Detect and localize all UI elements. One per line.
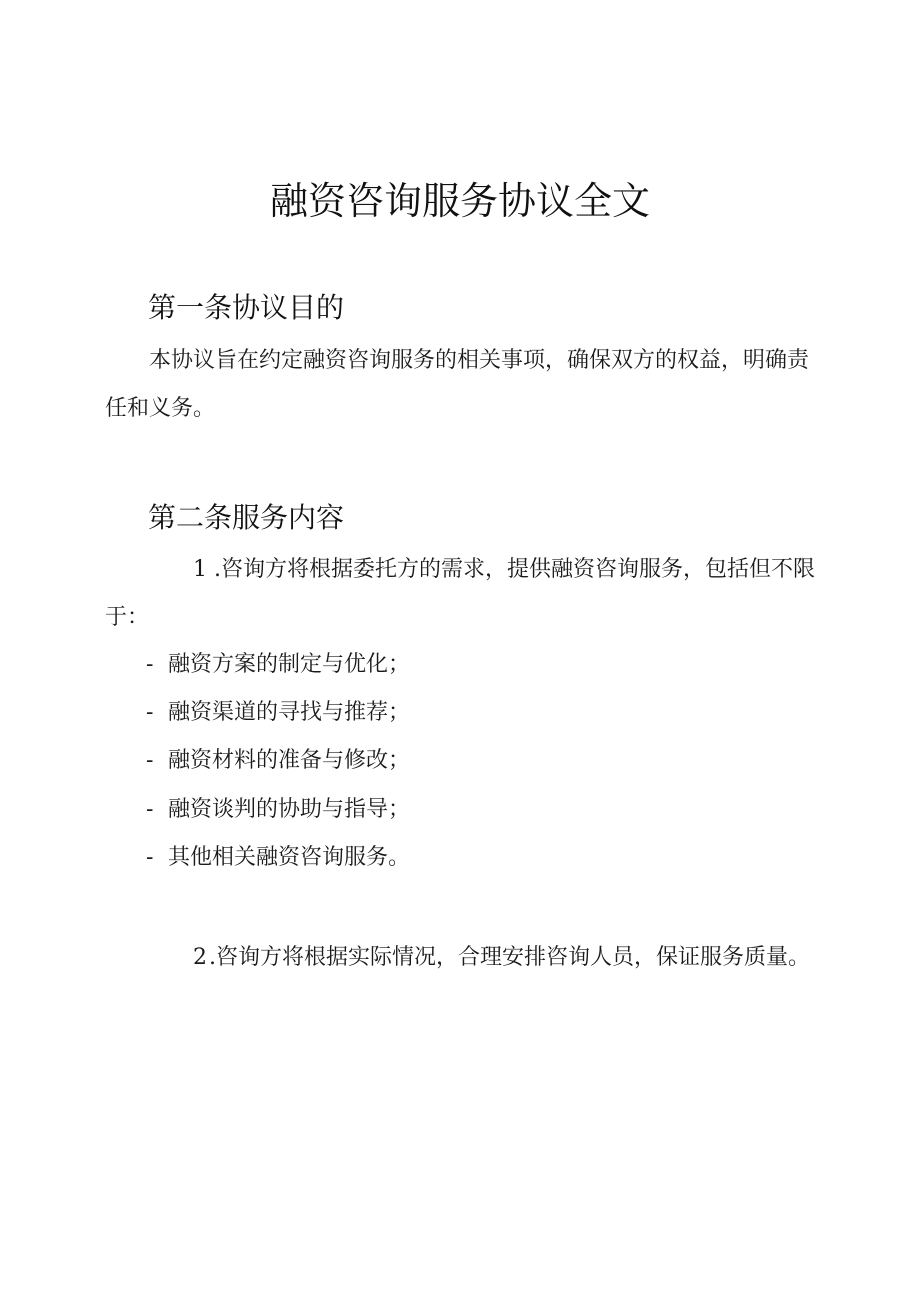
list-item bbox=[146, 744, 410, 778]
section-2-item-2 bbox=[105, 934, 817, 982]
list-item bbox=[146, 841, 410, 875]
document-title: 融资咨询服务协议全文 bbox=[269, 179, 650, 223]
item-1-text: .咨询方将根据委托方的需求，提供融资咨询服务，包括但不限于： bbox=[105, 557, 815, 630]
list-dash: - bbox=[146, 700, 154, 725]
item-1-number: 1 bbox=[193, 557, 207, 582]
list-item bbox=[146, 696, 410, 730]
section-1-paragraph: 本协议旨在约定融资咨询服务的相关事项，确保双方的权益，明确责任和义务。 bbox=[105, 348, 810, 421]
section-2-item-1 bbox=[105, 546, 817, 642]
list-dash: - bbox=[146, 748, 154, 773]
item-2-text: .咨询方将根据实际情况，合理安排咨询人员，保证服务质量。 bbox=[209, 945, 810, 970]
list-dash: - bbox=[146, 652, 154, 677]
list-item bbox=[146, 793, 410, 827]
item-2-number: 2 bbox=[193, 945, 207, 970]
list-item-text: 融资方案的制定与优化； bbox=[168, 652, 411, 677]
list-dash: - bbox=[146, 845, 154, 870]
list-item-text: 融资渠道的寻找与推荐； bbox=[168, 700, 411, 725]
list-item-text: 融资材料的准备与修改； bbox=[168, 748, 411, 773]
list-item bbox=[146, 648, 410, 682]
list-item-text: 其他相关融资咨询服务。 bbox=[168, 845, 411, 870]
section-1-heading: 第一条协议目的 bbox=[148, 291, 345, 324]
list-item-text: 融资谈判的协助与指导； bbox=[168, 797, 411, 822]
list-dash: - bbox=[146, 797, 154, 822]
section-2-heading: 第二条服务内容 bbox=[148, 501, 345, 534]
